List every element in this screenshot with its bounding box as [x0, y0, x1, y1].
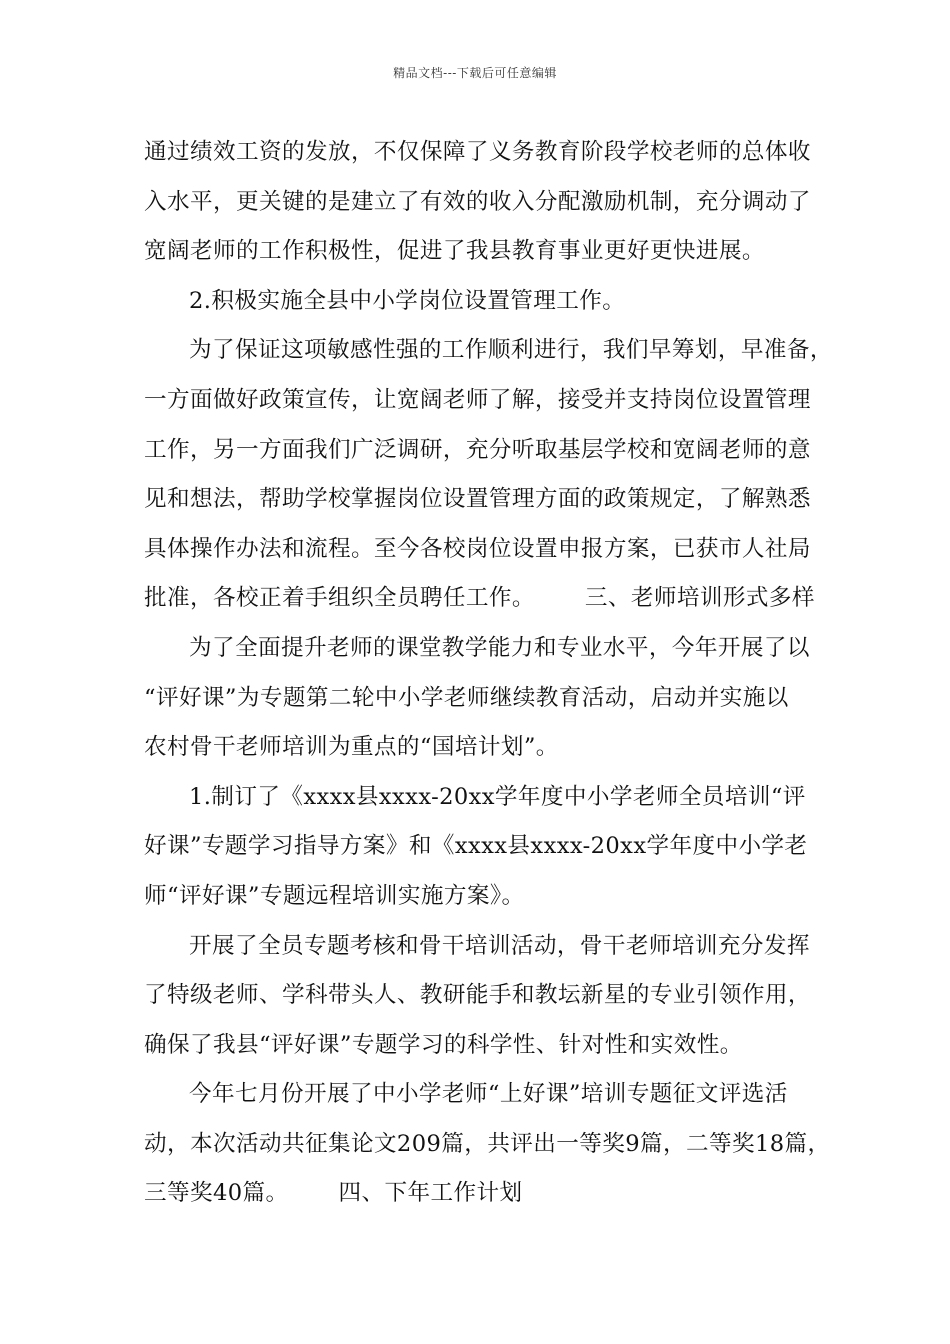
text-line-content: 一方面做好政策宣传，让宽阔老师了解，接受并支持岗位设置管理 [144, 386, 811, 413]
text-line [144, 1021, 824, 1071]
text-line [144, 872, 824, 922]
text-line-content: 农村骨干老师培训为重点的“国培计划”。 [144, 734, 559, 761]
text-line-content: 为了全面提升老师的课堂教学能力和专业水平，今年开展了以 [189, 634, 810, 661]
text-line [144, 922, 824, 972]
text-line [144, 1070, 824, 1120]
page-header: 精品文档---下载后可任意编辑 [393, 66, 557, 80]
text-line-content: 动，本次活动共征集论文209篇，共评出一等奖9篇，二等奖18篇， [144, 1130, 831, 1157]
text-line-content: 2.积极实施全县中小学岗位设置管理工作。 [189, 287, 626, 314]
text-line [144, 426, 824, 476]
section-heading: 三、老师培训形式多样 [584, 585, 815, 612]
text-line [144, 574, 824, 624]
text-line-content: 1.制订了《xxxx县xxxx-20xx学年度中小学老师全员培训“评 [189, 783, 806, 810]
text-line-content: 工作，另一方面我们广泛调研，充分听取基层学校和宽阔老师的意 [144, 436, 811, 463]
text-line-content: 通过绩效工资的发放，不仅保障了义务教育阶段学校老师的总体收 [144, 139, 811, 165]
text-line [144, 277, 824, 327]
text-line-content: 确保了我县“评好课”专题学习的科学性、针对性和实效性。 [144, 1031, 743, 1058]
text-line [144, 624, 824, 674]
text-line-content: 为了保证这项敏感性强的工作顺利进行，我们早筹划，早准备， [189, 337, 833, 364]
section-heading: 四、下年工作计划 [338, 1180, 523, 1207]
text-line [144, 1169, 824, 1219]
text-line-content: 宽阔老师的工作积极性，促进了我县教育事业更好更快进展。 [144, 238, 765, 265]
text-line [144, 326, 833, 376]
text-line-content: 开展了全员专题考核和骨干培训活动，骨干老师培训充分发挥 [189, 932, 810, 959]
text-line-content: 师“评好课”专题远程培训实施方案》。 [144, 882, 525, 909]
text-line-content: 具体操作办法和流程。至今各校岗位设置申报方案，已获市人社局 [144, 535, 811, 562]
text-line-content: 三等奖40篇。 [144, 1180, 289, 1207]
text-line [144, 822, 824, 872]
document-body [144, 128, 833, 1219]
text-line [144, 1120, 831, 1170]
text-line-content: 好课”专题学习指导方案》和《xxxx县xxxx-20xx学年度中小学老 [144, 833, 808, 860]
text-line [144, 773, 824, 823]
text-line [144, 178, 824, 228]
text-line-content: 今年七月份开展了中小学老师“上好课”培训专题征文评选活 [189, 1081, 788, 1108]
text-line-content: 见和想法，帮助学校掌握岗位设置管理方面的政策规定，了解熟悉 [144, 486, 811, 513]
text-line [144, 723, 824, 773]
text-line-content: “评好课”为专题第二轮中小学老师继续教育活动，启动并实施以 [144, 684, 789, 711]
text-line [144, 674, 824, 724]
text-line [144, 971, 824, 1021]
text-line [144, 376, 824, 426]
text-line-content: 批准，各校正着手组织全员聘任工作。 [144, 585, 535, 612]
text-line-content: 入水平，更关键的是建立了有效的收入分配激励机制，充分调动了 [144, 188, 811, 215]
text-line [144, 227, 824, 277]
text-line-content: 了特级老师、学科带头人、教研能手和教坛新星的专业引领作用， [144, 982, 811, 1009]
text-line [144, 475, 824, 525]
text-line [144, 525, 824, 575]
text-line [144, 128, 824, 178]
